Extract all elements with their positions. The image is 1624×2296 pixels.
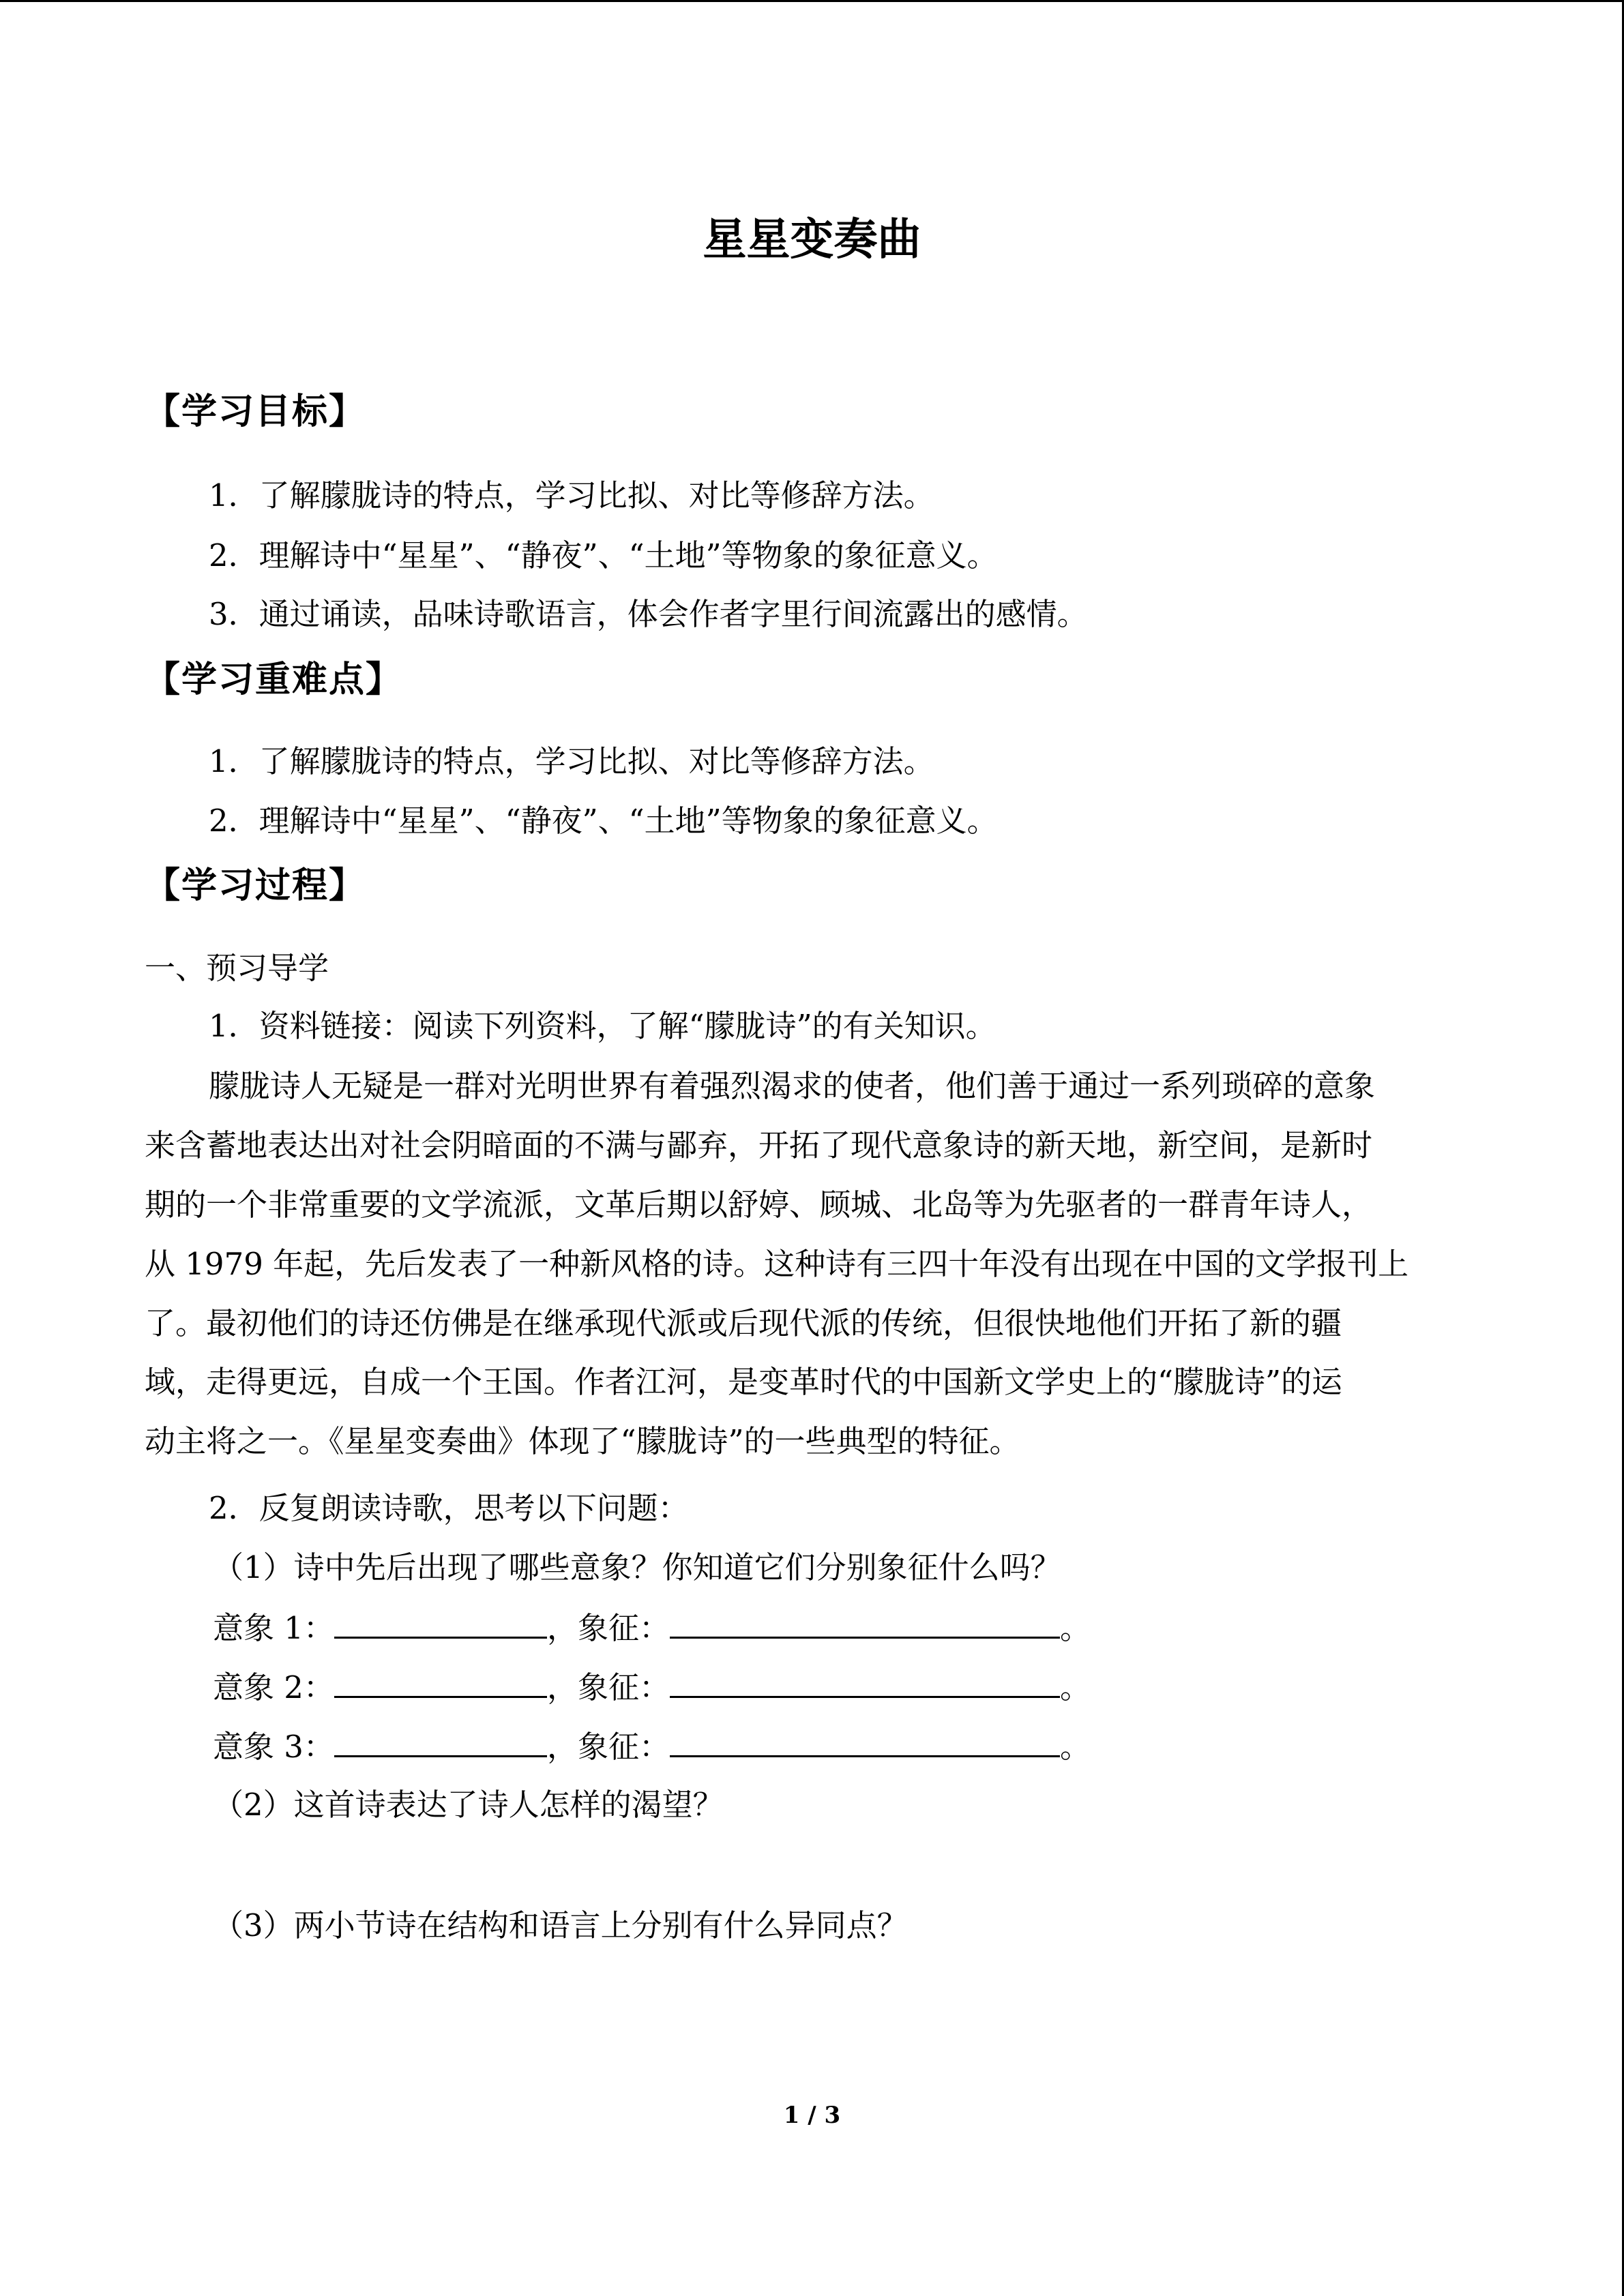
- fill-row-end: 。: [1059, 1610, 1091, 1646]
- fill-row-end: 。: [1059, 1729, 1091, 1765]
- page-number: 1 / 3: [783, 2102, 841, 2129]
- question-3: （3）两小节诗在结构和语言上分别有什么异同点？: [213, 1907, 908, 1943]
- fill-row-label: 意象 1：: [213, 1610, 334, 1646]
- paragraph-line-1: 朦胧诗人无疑是一群对光明世界有着强烈渴求的使者，他们善于通过一系列琐碎的意象: [209, 1068, 1376, 1104]
- fill-row-3: [213, 1725, 1091, 1768]
- fill-row-label: 意象 3：: [213, 1729, 334, 1765]
- paragraph-line-5: 了。最初他们的诗还仿佛是在继承现代派或后现代派的传统，但很快地他们开拓了新的疆: [145, 1305, 1342, 1341]
- key-point-item-1: 1．了解朦胧诗的特点，学习比拟、对比等修辞方法。: [209, 743, 934, 779]
- fill-row-2: [213, 1666, 1091, 1708]
- paragraph-line-6: 域，走得更远，自成一个王国。作者江河，是变革时代的中国新文学史上的“朦胧诗”的运: [145, 1364, 1343, 1400]
- goal-item-2: 2．理解诗中“星星”、“静夜”、“土地”等物象的象征意义。: [209, 537, 998, 573]
- fill-row-1: [213, 1607, 1091, 1649]
- symbol-blank-2[interactable]: [670, 1666, 1060, 1698]
- section-heading-goals: 【学习目标】: [145, 391, 366, 432]
- goal-item-3: 3．通过诵读，品味诗歌语言，体会作者字里行间流露出的感情。: [209, 596, 1088, 632]
- paragraph-line-7: 动主将之一。《星星变奏曲》体现了“朦胧诗”的一些典型的特征。: [145, 1423, 1020, 1459]
- key-point-item-2: 2．理解诗中“星星”、“静夜”、“土地”等物象的象征意义。: [209, 803, 998, 839]
- question-1: （1）诗中先后出现了哪些意象？你知道它们分别象征什么吗？: [213, 1549, 1061, 1585]
- symbol-blank-1[interactable]: [670, 1607, 1060, 1639]
- fill-row-mid: ，象征：: [546, 1729, 670, 1765]
- page-title: 星星变奏曲: [703, 214, 921, 265]
- paragraph-line-4: 从 1979 年起，先后发表了一种新风格的诗。这种诗有三四十年没有出现在中国的文学报刊上: [145, 1246, 1409, 1282]
- imagery-blank-3[interactable]: [334, 1725, 547, 1757]
- part1-title: 一、预习导学: [145, 950, 329, 986]
- process-item-1: 1．资料链接：阅读下列资料，了解“朦胧诗”的有关知识。: [209, 1008, 996, 1044]
- question-2: （2）这首诗表达了诗人怎样的渴望？: [213, 1787, 724, 1823]
- fill-row-mid: ，象征：: [546, 1610, 670, 1646]
- fill-row-label: 意象 2：: [213, 1669, 334, 1705]
- symbol-blank-3[interactable]: [670, 1725, 1060, 1757]
- goal-item-1: 1．了解朦胧诗的特点，学习比拟、对比等修辞方法。: [209, 477, 934, 513]
- section-heading-process: 【学习过程】: [145, 865, 366, 906]
- section-heading-key-points: 【学习重难点】: [145, 659, 403, 700]
- paragraph-line-3: 期的一个非常重要的文学流派，文革后期以舒婷、顾城、北岛等为先驱者的一群青年诗人，: [145, 1187, 1373, 1223]
- paragraph-line-2: 来含蓄地表达出对社会阴暗面的不满与鄙弃，开拓了现代意象诗的新天地，新空间，是新时: [145, 1127, 1373, 1163]
- process-item-2: 2．反复朗读诗歌，思考以下问题：: [209, 1490, 689, 1526]
- fill-row-end: 。: [1059, 1669, 1091, 1705]
- imagery-blank-1[interactable]: [334, 1607, 547, 1639]
- fill-row-mid: ，象征：: [546, 1669, 670, 1705]
- imagery-blank-2[interactable]: [334, 1666, 547, 1698]
